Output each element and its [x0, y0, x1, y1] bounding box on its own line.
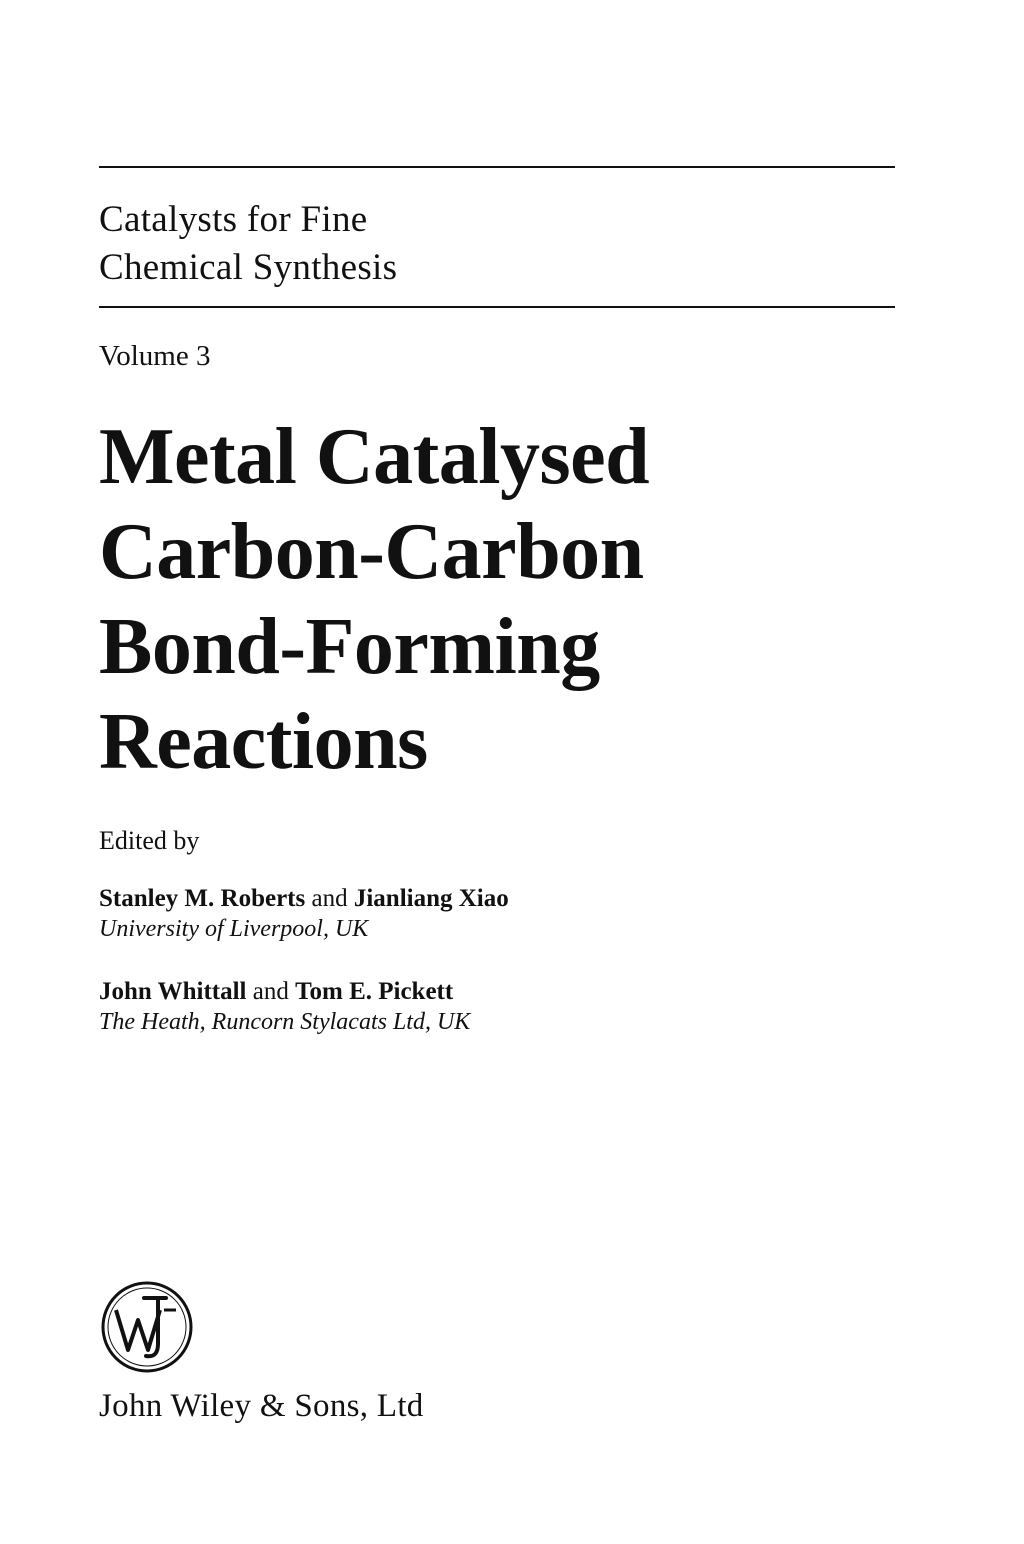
editor-group-1: [99, 884, 509, 944]
volume-label: Volume 3: [99, 340, 211, 372]
top-rule: [99, 166, 895, 168]
middle-rule: [99, 306, 895, 308]
edited-by-label: Edited by: [99, 826, 200, 855]
series-title: [99, 196, 397, 292]
book-title: [99, 410, 919, 790]
editor-conjunction: and: [252, 978, 289, 1005]
wiley-logo-icon: [100, 1280, 194, 1374]
book-title-line-1: Metal Catalysed: [99, 413, 650, 501]
series-title-line-2: Chemical Synthesis: [99, 247, 398, 288]
editor-name: Jianliang Xiao: [353, 885, 509, 912]
book-title-line-2: Carbon-Carbon: [99, 508, 644, 596]
editor-affiliation-1: University of Liverpool, UK: [99, 916, 369, 942]
editor-names-1: [99, 884, 509, 914]
editor-name: Stanley M. Roberts: [99, 885, 306, 912]
book-title-line-3: Bond-Forming: [99, 603, 600, 691]
editor-group-2: [99, 977, 470, 1037]
editor-name: John Whittall: [99, 978, 247, 1005]
editor-affiliation-2: The Heath, Runcorn Stylacats Ltd, UK: [99, 1009, 471, 1035]
editor-name: Tom E. Pickett: [295, 978, 454, 1005]
book-title-line-4: Reactions: [99, 698, 428, 786]
series-title-line-1: Catalysts for Fine: [99, 199, 368, 240]
editor-conjunction: and: [311, 885, 348, 912]
publisher-name: John Wiley & Sons, Ltd: [99, 1388, 424, 1424]
editor-names-2: [99, 977, 470, 1007]
